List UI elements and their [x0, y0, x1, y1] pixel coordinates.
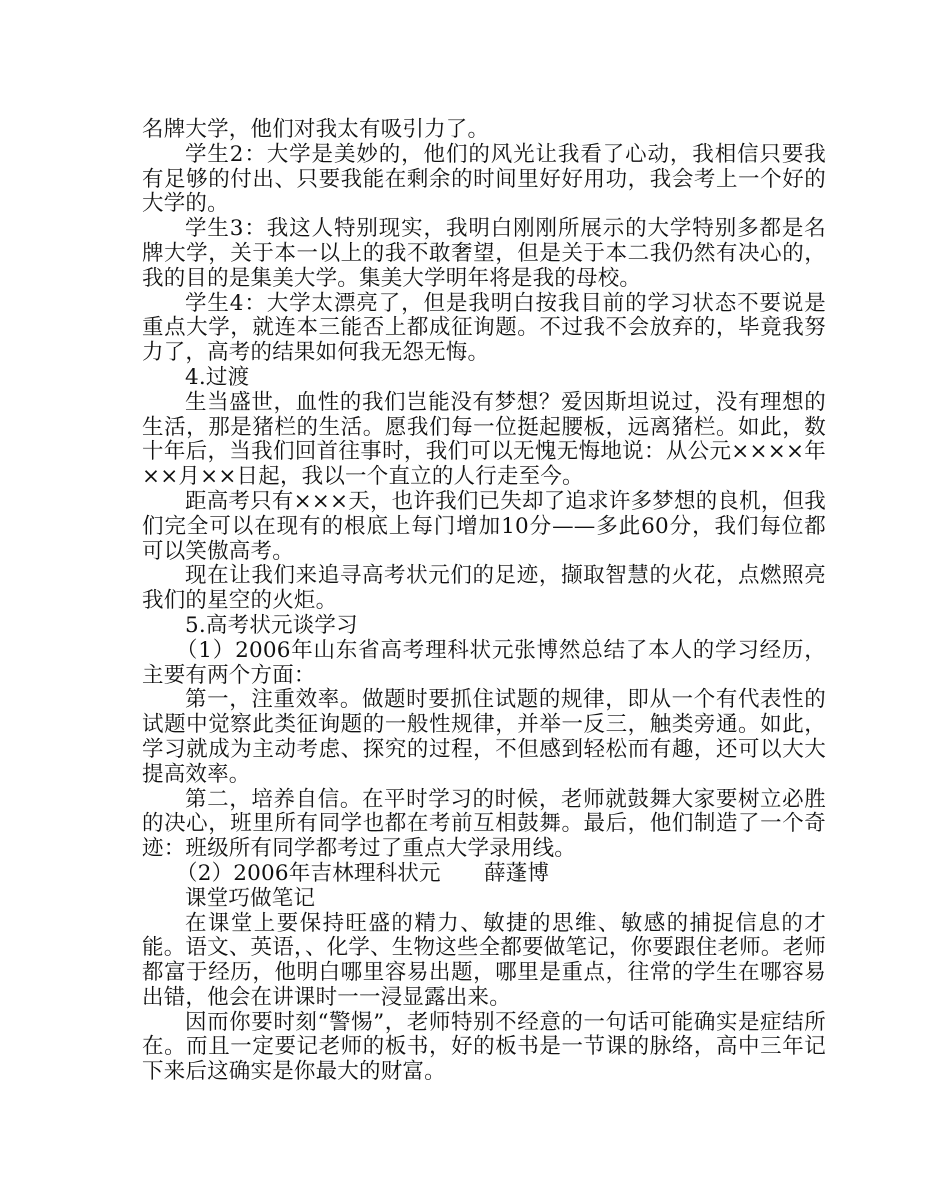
subheading-notes: 课堂巧做笔记: [185, 885, 316, 911]
paragraph-dream: 生当盛世，血性的我们岂能没有梦想？爱因斯坦说过，没有理想的生活，那是猪栏的生活。愿我们每一位挺起腰板，远离猪栏。如此，数十年后，当我们回首往事时，我们可以无愧无悔地说：从公元××××年××月××日起，我以一个直立的人行走至今。: [142, 389, 826, 490]
section-heading-champions: 5.高考状元谈学习: [185, 612, 358, 638]
paragraph-efficiency: 第一，注重效率。做题时要抓住试题的规律，即从一个有代表性的试题中觉察此类征询题的一般性规律，并举一反三，触类旁通。如此，学习就成为主动考虑、探究的过程，不但感到轻松而有趣，还可以大大提高效率。: [142, 687, 826, 787]
document-page: [142, 118, 826, 1085]
paragraph-student-3: 学生3：我这人特别现实，我明白刚刚所展示的大学特别多都是名牌大学，关于本一以上的我不敢奢望，但是关于本二我仍然有决心的，我的目的是集美大学。集美大学明年将是我的母校。: [142, 216, 826, 291]
subheading-champion-2: （2）2006年吉林理科状元 薛蓬博: [176, 860, 550, 886]
section-heading-transition: 4.过渡: [185, 364, 250, 390]
paragraph-countdown: 距高考只有×××天，也许我们已失却了追求许多梦想的良机，但我们完全可以在现有的根底上每门增加10分——多此60分，我们每位都可以笑傲高考。: [142, 488, 826, 564]
paragraph-alert: 因而你要时刻“警惕”，老师特别不经意的一句话可能确实是症结所在。而且一定要记老师的板书，好的板书是一节课的脉络，高中三年记下来后这确实是你最大的财富。: [142, 1009, 826, 1085]
paragraph-student-2: 学生2：大学是美妙的，他们的风光让我看了心动，我相信只要我有足够的付出、只要我能在剩余的时间里好好用功，我会考上一个好的大学的。: [142, 141, 826, 217]
subheading-champion-1: （1）2006年山东省高考理科状元张博然总结了本人的学习经历，主要有两个方面：: [142, 637, 826, 688]
paragraph-student-4: 学生4：大学太漂亮了，但是我明白按我目前的学习状态不要说是重点大学，就连本三能否上都成征询题。不过我不会放弃的，毕竟我努力了，高考的结果如何我无怨无悔。: [142, 290, 826, 366]
paragraph-confidence: 第二，培养自信。在平时学习的时候，老师就鼓舞大家要树立必胜的决心，班里所有同学也都在考前互相鼓舞。最后，他们制造了一个奇迹：班级所有同学都考过了重点大学录用线。: [142, 786, 826, 862]
paragraph-classroom: 在课堂上要保持旺盛的精力、敏捷的思维、敏感的捕捉信息的才能。语文、英语，、化学、生物这些全都要做笔记，你要跟住老师。老师都富于经历，他明白哪里容易出题，哪里是重点，往常的学生在哪容易出错，他会在讲课时一一浸显露出来。: [142, 910, 826, 1010]
paragraph-continuation: 名牌大学，他们对我太有吸引力了。: [142, 117, 490, 142]
paragraph-follow-champions: 现在让我们来追寻高考状元们的足迹，撷取智慧的火花，点燃照亮我们的星空的火炬。: [142, 563, 826, 614]
